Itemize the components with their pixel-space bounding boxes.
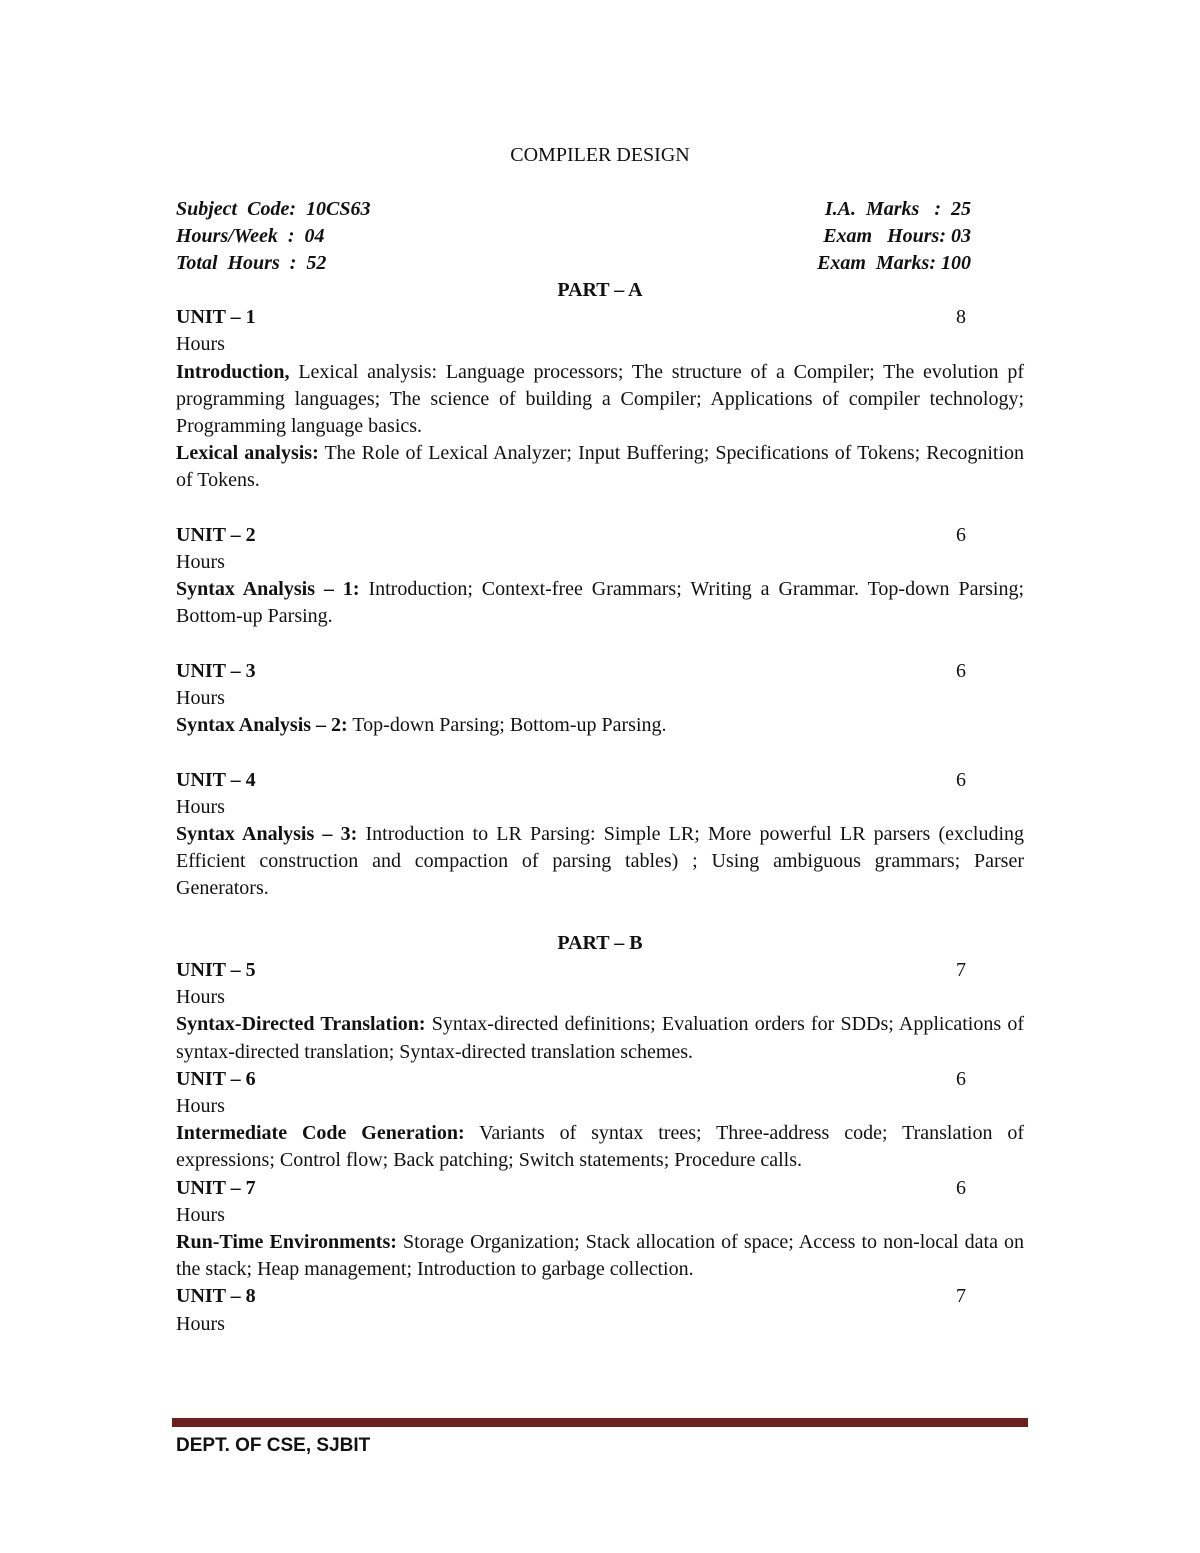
topic-text: Top-down Parsing; Bottom-up Parsing. bbox=[347, 714, 667, 737]
part-b-heading: PART – B bbox=[557, 931, 643, 954]
unit-label: UNIT – 6 bbox=[176, 1067, 256, 1090]
topic-heading: Syntax-Directed Translation: bbox=[176, 1013, 426, 1036]
unit-heading bbox=[176, 1175, 966, 1202]
unit-heading bbox=[176, 304, 966, 331]
footer-rule bbox=[172, 1418, 1028, 1427]
unit-topic bbox=[176, 821, 1024, 903]
unit-heading bbox=[176, 957, 966, 984]
unit-heading bbox=[176, 1066, 966, 1093]
unit-topic bbox=[176, 1120, 1024, 1174]
unit-label: UNIT – 1 bbox=[176, 306, 256, 329]
meta-row-2 bbox=[176, 223, 971, 250]
unit-hours: 6 bbox=[956, 768, 966, 791]
course-meta bbox=[176, 196, 971, 278]
topic-text: Introduction to LR Parsing: Simple LR; More powerful LR parsers (excluding Efficient construction and compaction of parsing tables) ; Using ambiguous grammars; Parser Generators. bbox=[176, 823, 1024, 900]
topic-heading: Lexical analysis: bbox=[176, 442, 319, 465]
topic-heading: Syntax Analysis – 1: bbox=[176, 578, 360, 601]
topic-heading: Intermediate Code Generation: bbox=[176, 1122, 465, 1145]
hours-word: Hours bbox=[176, 1312, 225, 1335]
spacer bbox=[176, 903, 1024, 930]
meta-row-3 bbox=[176, 250, 971, 277]
hours-word: Hours bbox=[176, 333, 225, 356]
footer-department: DEPT. OF CSE, SJBIT bbox=[176, 1435, 371, 1456]
topic-text: Syntax-directed definitions; Evaluation orders for SDDs; Applications of syntax-directed translation; Syntax-directed translation schemes. bbox=[176, 1013, 1024, 1063]
unit-topic bbox=[176, 359, 1024, 441]
topic-text: Introduction; Context-free Grammars; Writing a Grammar. Top-down Parsing; Bottom-up Parsing. bbox=[176, 578, 1024, 628]
hours-word: Hours bbox=[176, 986, 225, 1009]
total-hours: Total Hours : 52 bbox=[176, 252, 327, 275]
unit-heading bbox=[176, 658, 966, 685]
document-title: COMPILER DESIGN bbox=[510, 144, 690, 166]
part-a-heading: PART – A bbox=[557, 279, 643, 301]
unit-topic bbox=[176, 712, 1024, 739]
spacer bbox=[176, 495, 1024, 522]
unit-topic bbox=[176, 1011, 1024, 1065]
unit-topic bbox=[176, 576, 1024, 630]
subject-code: Subject Code: 10CS63 bbox=[176, 198, 371, 220]
unit-heading bbox=[176, 1283, 966, 1310]
syllabus-body bbox=[176, 277, 1024, 1338]
unit-hours: 8 bbox=[956, 306, 966, 329]
ia-marks: I.A. Marks : 25 bbox=[824, 198, 971, 220]
unit-hours: 7 bbox=[956, 959, 966, 982]
spacer bbox=[176, 631, 1024, 658]
unit-label: UNIT – 3 bbox=[176, 659, 256, 682]
unit-topic bbox=[176, 440, 1024, 494]
hours-word: Hours bbox=[176, 1095, 225, 1118]
topic-text: The Role of Lexical Analyzer; Input Buffering; Specifications of Tokens; Recognition of Tokens. bbox=[176, 442, 1025, 492]
unit-hours: 6 bbox=[956, 1067, 966, 1090]
unit-label: UNIT – 5 bbox=[176, 959, 256, 982]
unit-hours: 6 bbox=[956, 523, 966, 546]
unit-label: UNIT – 4 bbox=[176, 768, 256, 791]
topic-text: Lexical analysis: Language processors; The structure of a Compiler; The evolution pf programming languages; The science of building a Compiler; Applications of compiler technology; Programming language basics. bbox=[176, 360, 1024, 438]
unit-label: UNIT – 8 bbox=[176, 1285, 256, 1308]
hours-word: Hours bbox=[176, 1203, 225, 1226]
unit-label: UNIT – 2 bbox=[176, 523, 256, 546]
unit-hours: 6 bbox=[956, 659, 966, 682]
topic-text: Storage Organization; Stack allocation of space; Access to non-local data on the stack; Heap management; Introduction to garbage collection. bbox=[176, 1231, 1025, 1281]
meta-row-1 bbox=[176, 196, 971, 223]
unit-heading bbox=[176, 767, 966, 794]
unit-hours: 6 bbox=[956, 1176, 966, 1199]
topic-text: Variants of syntax trees; Three-address code; Translation of expressions; Control flow; Back patching; Switch statements; Procedure calls. bbox=[176, 1122, 1024, 1172]
topic-heading: Run-Time Environments: bbox=[176, 1231, 397, 1254]
unit-heading bbox=[176, 522, 966, 549]
hours-per-week: Hours/Week : 04 bbox=[176, 225, 325, 248]
topic-heading: Introduction, bbox=[176, 360, 290, 383]
hours-word: Hours bbox=[176, 687, 225, 710]
topic-heading: Syntax Analysis – 3: bbox=[176, 823, 358, 846]
spacer bbox=[176, 739, 1024, 766]
exam-marks: Exam Marks: 100 bbox=[817, 252, 971, 275]
unit-label: UNIT – 7 bbox=[176, 1176, 256, 1199]
hours-word: Hours bbox=[176, 795, 225, 818]
hours-word: Hours bbox=[176, 551, 225, 574]
unit-hours: 7 bbox=[956, 1285, 966, 1308]
topic-heading: Syntax Analysis – 2: bbox=[176, 714, 348, 737]
exam-hours: Exam Hours: 03 bbox=[823, 225, 971, 248]
unit-topic bbox=[176, 1229, 1024, 1283]
